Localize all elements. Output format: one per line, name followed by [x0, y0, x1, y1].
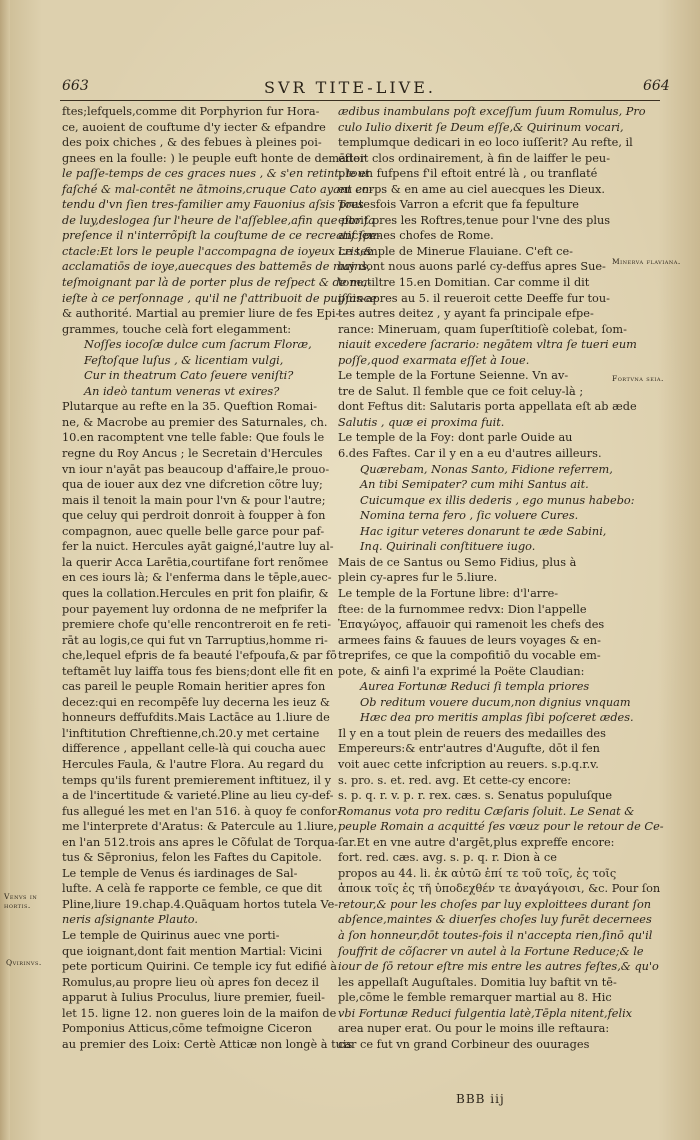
text-line: teſmoignant par là de porter plus de reſpect & de ma-: [62, 276, 372, 290]
text-line: Le temple de la Fortune Seienne. Vn av-: [338, 369, 569, 383]
text-line: ple en fufpens f'il eftoit entré là , ou tranflaté: [338, 167, 598, 181]
text-line: armees fains & fauues de leurs voyages & en-: [338, 633, 601, 647]
text-line: Nomina terna fero , ſic voluere Cures.: [360, 509, 579, 523]
text-line: Hercules Faula, & l'autre Flora. Au regard du: [62, 757, 324, 771]
text-line: le paſſe-temps de ces graces nues , & s'en retint, tout: [62, 167, 370, 181]
margin-note-fortuna: Fortvna seia.: [612, 374, 664, 383]
margin-note-venus: Venvs in hortis.: [4, 892, 38, 910]
text-line: decez:qui en recompēfe luy decerna les ieuz &: [62, 695, 330, 709]
text-line: Hæc dea pro meritis amplas ſibi poſceret ædes.: [360, 711, 634, 725]
text-line: difference , appellant celle-là qui coucha auec: [62, 742, 326, 756]
text-line: iour de ſō retour eſtre mis entre les autres feſtes,& qu'o: [338, 960, 659, 974]
text-line: peuple Romain a acquitté ſes vœuz pour le retour de Ce-: [338, 820, 664, 834]
text-line: Quærebam, Nonas Santo, Fidione referrem,: [360, 462, 613, 476]
text-line: Ob reditum vouere ducum,non dignius vnquam: [360, 695, 631, 709]
text-line: qua de iouer aux dez vne difcretion cõtre luy;: [62, 478, 323, 492]
text-line: au premier des Loix: Certè Atticæ non longè à tuis: [62, 1037, 353, 1051]
text-line: s. p. q. r. v. p. r. rex. cæs. s. Senatus populuſque: [338, 789, 613, 803]
left-text-column: [62, 104, 381, 1052]
text-line: propos au 44. li. ἐκ αὐτῶ ἐπί τε τοῦ τοῖς, ἐς τοῖς: [338, 866, 617, 880]
text-line: me l'interprete d'Aratus: & Patercule au 1.liure,: [62, 820, 338, 834]
text-line: An ideò tantum veneras vt exires?: [84, 384, 280, 398]
margin-note-quirinus: Qvirinvs.: [6, 958, 42, 967]
text-line: mais il tenoit la main pour l'vn & pour l'autre;: [62, 493, 326, 507]
text-line: pour payement luy ordonna de ne mefprifer la: [62, 602, 328, 616]
text-line: Le temple de la Fortune libre: d'l'arre-: [338, 586, 559, 600]
text-line: Toutesfois Varron a efcrit que fa fepulture: [338, 198, 579, 212]
text-line: pote, & ainfi l'a exprimé la Poëte Claudian:: [338, 664, 585, 678]
text-line: fort. red. cæs. avg. s. p. q. r. Dion à ce: [338, 851, 557, 865]
text-line: Inq. Quirinali conſtituere iugo.: [360, 540, 536, 554]
text-line: Salutis , quæ ei proxima fuit.: [338, 415, 505, 429]
text-line: ſar.Et en vne autre d'argēt,plus expreffe encore:: [338, 835, 615, 849]
text-line: Le temple de Quirinus auec vne porti-: [62, 928, 280, 942]
text-line: ſouffrit de cõſacrer vn autel à la Fortune Reduce;& le: [338, 944, 644, 958]
text-line: che,lequel efpris de fa beauté l'efpoufa,& par fō: [62, 649, 337, 663]
text-line: compagnon, auec quelle belle garce pour paf-: [62, 524, 325, 538]
page-number-left: 663: [62, 78, 89, 94]
text-line: neris aſsignante Plauto.: [62, 913, 198, 927]
text-line: let 15. ligne 12. non gueres loin de la maifon de: [62, 1006, 337, 1020]
running-title: SVR TITE-LIVE.: [264, 78, 436, 97]
text-line: luy dont nous auons parlé cy-deffus apres Sue-: [338, 260, 606, 274]
signature-mark: BBB iij: [456, 1092, 505, 1106]
text-line: tus & Sēpronius, felon les Faftes du Capitole.: [62, 851, 322, 865]
text-line: Pline,liure 19.chap.4.Quāquam hortos tutela Ve-: [62, 897, 339, 911]
text-line: Ἐπαγώγος, affauoir qui ramenoit les chefs des: [338, 618, 605, 632]
text-line: Noſſes iocoſæ dulce cum ſacrum Floræ,: [84, 338, 312, 352]
text-line: preſence il n'interrõpiſt la couſtume de ce recreatif ſpe-: [62, 229, 381, 243]
text-line: s. pro. s. et. red. avg. Et cette-cy encore:: [338, 773, 572, 787]
text-line: des poix chiches , & des febues à pleines poi-: [62, 136, 322, 150]
text-line: car ce fut vn grand Corbineur des ouurages: [338, 1037, 590, 1051]
text-line: Plutarque au refte en la 35. Queftion Romai-: [62, 400, 318, 414]
text-line: Le temple de la Foy: dont parle Ouide au: [338, 431, 573, 445]
text-line: templumque dedicari in eo loco iuſſerit? Au refte, il: [338, 136, 633, 150]
text-line: acclamatiōs de ioye,auecques des battemēs de mains,: [62, 260, 371, 274]
text-line: 6.des Faftes. Car il y en a eu d'autres ailleurs.: [338, 447, 602, 461]
text-line: Feſtoſque luſus , & licentiam vulgi,: [84, 353, 284, 367]
text-line: eftoit clos ordinairement, à fin de laiffer le peu-: [338, 151, 611, 165]
text-line: fus allegué les met en l'an 516. à quoy fe confor-: [62, 804, 341, 818]
text-line: ἀποικ τοῖς ἐς τῆ ὑποδεχθέν τε ἀναγάγοισι, &c. Pour ſon: [338, 882, 661, 896]
text-line: que celuy qui perdroit donroit à foupper à fon: [62, 509, 326, 523]
text-line: poſſe,quod exarmata eſſet à Ioue.: [338, 353, 530, 367]
text-line: area nuper erat. Ou pour le moins ille reftaura:: [338, 1022, 610, 1036]
text-line: apparut à Iulius Proculus, liure premier, fueil-: [62, 991, 325, 1005]
text-line: regne du Roy Ancus ; le Secretain d'Hercules: [62, 447, 323, 461]
text-line: pete porticum Quirini. Ce temple icy fut edifié à: [62, 960, 338, 974]
text-line: lufte. A celà fe rapporte ce femble, ce que dit: [62, 882, 322, 896]
text-line: Le temple de Venus és iardinages de Sal-: [62, 866, 298, 880]
text-line: en l'an 512.trois ans apres le Cõfulat de Torqua-: [62, 835, 339, 849]
text-line: Mais de ce Santus ou Semo Fidius, plus à: [338, 555, 577, 569]
text-line: Pomponius Atticus,cōme tefmoigne Ciceron: [62, 1022, 313, 1036]
text-line: ce, auoient de couftume d'y iecter & efpandre: [62, 120, 326, 134]
text-line: fer la nuict. Hercules ayāt gaigné,l'autre luy al-: [62, 540, 334, 554]
text-line: en corps & en ame au ciel auecques les Dieux.: [338, 182, 605, 196]
page-number-right: 664: [643, 78, 670, 94]
book-spine-shadow: [0, 0, 10, 1140]
text-line: ctacle:Et lors le peuple l'accompagna de ioyeux cris,&: [62, 244, 374, 258]
text-line: ædibus inambulans poſt exceſſum ſuum Romulus, Pro: [338, 105, 646, 118]
text-line: puis-apres au 5. il reueroit cette Deeffe fur tou-: [338, 291, 610, 305]
text-line: l'inftitution Chreftienne,ch.20.y met certaine: [62, 726, 320, 740]
text-line: treprifes, ce que la compofitiō du vocable em-: [338, 649, 601, 663]
text-line: Il y en a tout plein de reuers des medailles des: [338, 726, 606, 740]
text-line: Aurea Fortunæ Reduci ſi templa priores: [360, 680, 590, 694]
text-line: teftamēt luy laiffa tous fes biens;dont elle fit en: [62, 664, 334, 678]
text-line: temps qu'ils furent premierement inftituez, il y: [62, 773, 332, 787]
text-line: ieſte à ce perſonnage , qu'il ne ſ'attribuoit de puiſſance: [62, 291, 377, 305]
text-line: ne, & Macrobe au premier des Saturnales, ch.: [62, 415, 328, 429]
text-line: eftoit pres les Roftres,tenue pour l'vne des plus: [338, 213, 611, 227]
text-line: Le temple de Minerue Flauiane. C'eft ce-: [338, 244, 573, 258]
text-line: honneurs deffufdits.Mais Lactāce au 1.liure de: [62, 711, 330, 725]
text-line: les appellaſt Auguſtales. Domitia luy baftit vn tē-: [338, 975, 617, 989]
text-line: Romulus,au propre lieu où apres fon decez il: [62, 975, 319, 989]
text-line: Romanus vota pro reditu Cæſaris ſoluit. Le Senat &: [338, 804, 635, 818]
text-line: An tibi Semipater? cum mihi Santus ait.: [360, 478, 589, 492]
text-line: Cur in theatrum Cato ſeuere veniſti?: [84, 369, 294, 383]
text-line: retour,& pour les choſes par luy exploittees durant ſon: [338, 897, 652, 911]
text-line: gnees en la foulle: ) le peuple euft honte de demāder: [62, 151, 366, 165]
text-line: voit auec cette infcription au reuers. s.p.q.r.v.: [338, 757, 599, 771]
text-line: de luy,deslogea ſur l'heure de l'aſſeblee,afin que par ſa: [62, 213, 375, 227]
text-line: la querir Acca Larētia,courtifane fort renõmee: [62, 555, 329, 569]
text-line: premiere chofe qu'elle rencontreroit en fe reti-: [62, 618, 332, 632]
text-line: a de l'incertitude & varieté.Pline au lieu cy-def-: [62, 789, 334, 803]
text-line: Cuicumque ex illis dederis , ego munus habebo:: [360, 493, 635, 507]
text-line: à ſon honneur,dōt toutes-fois il n'accepta rien,ſinō qu'il: [338, 928, 653, 942]
text-line: en ces iours là; & l'enferma dans le tēple,auec-: [62, 571, 332, 585]
text-line: rāt au logis,ce qui fut vn Tarruptius,homme ri-: [62, 633, 328, 647]
text-line: & authorité. Martial au premier liure de fes Epi-: [62, 307, 340, 321]
text-line: Empereurs:& entr'autres d'Augufte, dōt il fen: [338, 742, 600, 756]
text-line: vbi Fortunæ Reduci fulgentia latè,Tēpla nitent,felix: [338, 1006, 633, 1020]
text-line: ftee: de la furnommee redvx: Dion l'appelle: [338, 602, 587, 616]
text-line: vn iour n'ayāt pas beaucoup d'affaire,le prouo-: [62, 462, 330, 476]
margin-note-minerva: Minerva flaviana.: [612, 257, 681, 266]
header-rule: [60, 100, 660, 101]
text-line: que ioignant,dont fait mention Martial: Vicini: [62, 944, 323, 958]
text-line: rance: Mineruam, quam ſuperſtitioſè colebat, ſom-: [338, 322, 627, 336]
text-line: tone,tiltre 15.en Domitian. Car comme il dit: [338, 276, 590, 290]
text-line: tes autres deitez , y ayant fa principale efpe-: [338, 307, 594, 321]
text-line: culo Iulio dixerit ſe Deum eſſe,& Quirinum vocari,: [338, 120, 624, 134]
text-line: tendu d'vn ſien tres-familier amy Fauonius aſsis pres: [62, 198, 364, 212]
text-line: dont Feftus dit: Salutaris porta appellata eſt ab æde: [338, 400, 637, 414]
text-line: niauit excedere ſacrario: negātem vltra ſe tueri eum: [338, 338, 637, 352]
text-line: grammes, touche celà fort elegamment:: [62, 322, 292, 336]
text-line: Hac igitur veteres donarunt te æde Sabini,: [360, 524, 607, 538]
text-line: plein cy-apres fur le 5.liure.: [338, 571, 498, 585]
text-line: ftes;lefquels,comme dit Porphyrion fur Hora-: [62, 105, 320, 118]
text-line: 10.en racomptent vne telle fable: Que fouls le: [62, 431, 325, 445]
text-line: ques la collation.Hercules en prit fon plaifir, &: [62, 586, 329, 600]
text-line: ple,cōme le femble remarquer martial au 8. Hic: [338, 991, 612, 1005]
text-line: anciennes chofes de Rome.: [338, 229, 494, 243]
text-line: abſence,maintes & diuerſes choſes luy furēt decernees: [338, 913, 652, 927]
text-line: cas pareil le peuple Romain heritier apres fon: [62, 680, 326, 694]
text-line: faſché & mal-contēt ne ātmoins,cruque Cato ayant en-: [62, 182, 374, 196]
text-line: tre de Salut. Il femble que ce foit celuy-là ;: [338, 384, 584, 398]
